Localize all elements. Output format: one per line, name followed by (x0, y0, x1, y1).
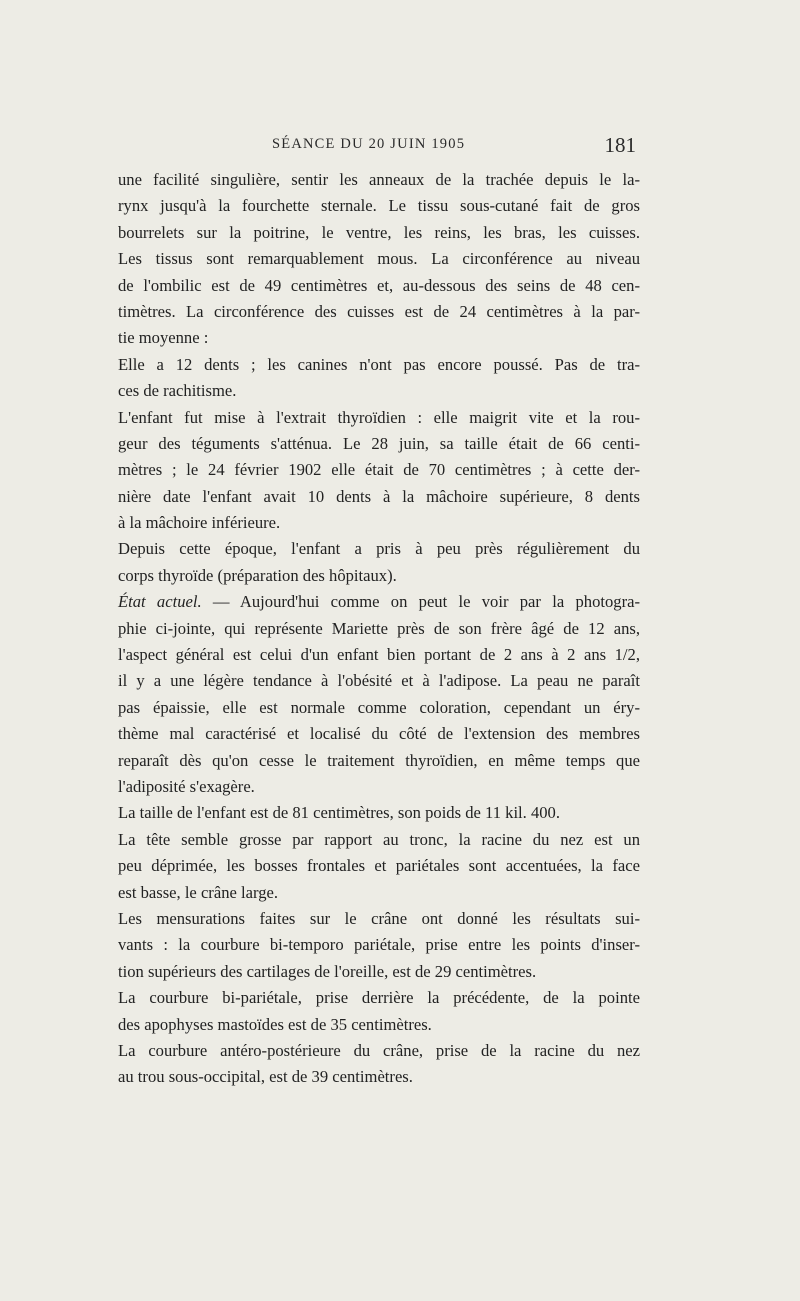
paragraph (118, 405, 640, 537)
paragraph (118, 827, 640, 906)
text-line: Les mensurations faites sur le crâne ont donné les résultats sui- (118, 908, 640, 928)
text-line: l'aspect général est celui d'un enfant bien portant de 2 ans à 2 ans 1/2, (118, 645, 640, 665)
text-line: Elle a 12 dents ; les canines n'ont pas encore poussé. Pas de tra- (118, 354, 640, 374)
section-lead-italic: État actuel. (118, 592, 202, 612)
page-header (118, 133, 638, 159)
text-line: Les tissus sont remarquablement mous. La circonférence au niveau (118, 249, 640, 269)
text-line: est basse, le crâne large. (118, 882, 279, 902)
text-line: tion supérieurs des cartilages de l'oreille, est de 29 centimètres. (118, 961, 537, 981)
text-line: des apophyses mastoïdes est de 35 centimètres. (118, 1014, 432, 1034)
text-line: nière date l'enfant avait 10 dents à la mâchoire supérieure, 8 dents (118, 486, 640, 506)
text-line: La courbure bi-pariétale, prise derrière la précédente, de la pointe (118, 988, 640, 1008)
text-line: l'adiposité s'exagère. (118, 776, 255, 796)
paragraph (118, 906, 640, 985)
text-line: reparaît dès qu'on cesse le traitement thyroïdien, en même temps que (118, 750, 640, 770)
paragraph (118, 167, 640, 352)
text-line: La taille de l'enfant est de 81 centimètres, son poids de 11 kil. 400. (118, 803, 560, 823)
text-line: peu déprimée, les bosses frontales et pariétales sont accentuées, la face (118, 856, 640, 876)
text-run: — Aujourd'hui comme on peut le voir par la photogra- (201, 592, 640, 612)
text-line: il y a une légère tendance à l'obésité et à l'adipose. La peau ne paraît (118, 671, 640, 691)
text-line: La courbure antéro-postérieure du crâne, prise de la racine du nez (118, 1040, 640, 1060)
text-line: ces de rachitisme. (118, 381, 237, 401)
text-line: au trou sous-occipital, est de 39 centimètres. (118, 1067, 413, 1087)
paragraph (118, 1038, 640, 1091)
text-line: tie moyenne : (118, 328, 209, 348)
text-line: à la mâchoire inférieure. (118, 513, 281, 533)
text-line (118, 589, 640, 615)
text-line: une facilité singulière, sentir les anneaux de la trachée depuis le la- (118, 170, 640, 189)
text-line: de l'ombilic est de 49 centimètres et, au-dessous des seins de 48 cen- (118, 275, 640, 295)
text-line: pas épaissie, elle est normale comme coloration, cependant un éry- (118, 697, 640, 717)
text-line: mètres ; le 24 février 1902 elle était de 70 centimètres ; à cette der- (118, 460, 640, 480)
text-line: La tête semble grosse par rapport au tronc, la racine du nez est un (118, 829, 640, 849)
text-line: rynx jusqu'à la fourchette sternale. Le tissu sous-cutané fait de gros (118, 196, 640, 216)
body-text (118, 167, 640, 1091)
text-line: thème mal caractérisé et localisé du côté de l'extension des membres (118, 724, 640, 744)
text-line: corps thyroïde (préparation des hôpitaux). (118, 565, 397, 585)
text-line: L'enfant fut mise à l'extrait thyroïdien : elle maigrit vite et la rou- (118, 407, 640, 427)
paragraph (118, 352, 640, 405)
text-line: vants : la courbure bi-temporo pariétale, prise entre les points d'inser- (118, 935, 640, 955)
paragraph (118, 985, 640, 1038)
text-line: phie ci-jointe, qui représente Mariette près de son frère âgé de 12 ans, (118, 618, 640, 638)
text-line: bourrelets sur la poitrine, le ventre, les reins, les bras, les cuisses. (118, 222, 640, 242)
text-line: timètres. La circonférence des cuisses est de 24 centimètres à la par- (118, 301, 640, 321)
text-line: Depuis cette époque, l'enfant a pris à peu près régulièrement du (118, 539, 640, 559)
page-number: 181 (604, 133, 636, 157)
running-head: SÉANCE DU 20 JUIN 1905 (272, 136, 466, 152)
text-line: geur des téguments s'atténua. Le 28 juin, sa taille était de 66 centi- (118, 433, 640, 453)
paragraph (118, 536, 640, 589)
paragraph (118, 589, 640, 800)
paragraph (118, 800, 640, 826)
